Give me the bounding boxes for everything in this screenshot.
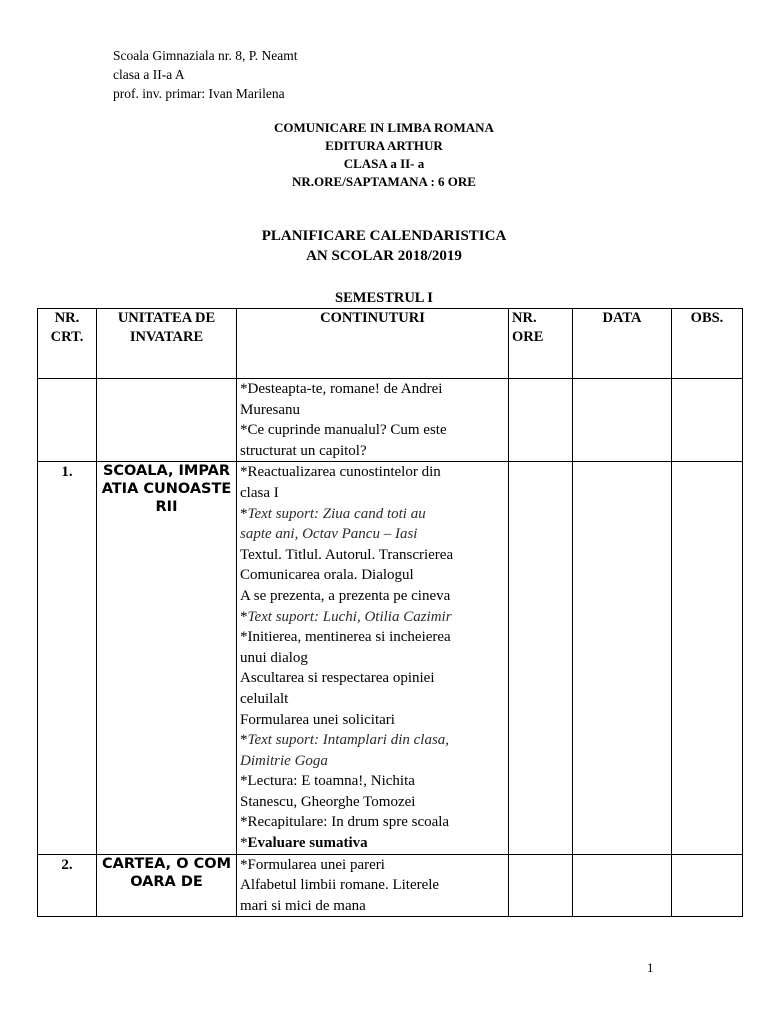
content-text: Ascultarea si respectarea opiniei [240,670,435,687]
content-line [240,792,505,813]
content-line [240,668,505,689]
header-hours: NR. ORE [509,309,573,379]
date-cell [573,379,672,462]
table-header-row [38,309,743,379]
plan-title: PLANIFICARE CALENDARISTICA [261,228,507,244]
obs-cell [672,854,743,917]
content-text: Textul. Titlul. Autorul. Transcrierea [240,546,454,563]
header-obs: OBS. [672,309,743,379]
school-year: AN SCOLAR 2018/2019 [306,248,462,264]
header-unit: UNITATEA DE INVATARE [97,309,237,379]
hours-cell [509,379,573,462]
content-line [240,627,505,648]
content-text: *Lectura: E toamna!, Nichita [240,773,415,790]
content-text: Muresanu [240,401,300,418]
semester-title: SEMESTRUL I [335,290,433,306]
content-line [240,689,505,710]
weekly-hours: NR.ORE/SAPTAMANA : 6 ORE [292,174,476,189]
subject-info [0,119,768,191]
content-text: *Desteapta-te, romane! de Andrei [240,381,443,397]
content-cell [237,462,509,854]
class-level: CLASA a II- a [343,156,425,171]
row-number: 1. [38,462,97,854]
content-text: Evaluare sumativa [247,835,368,852]
content-text: *Ce cuprinde manualul? Cum este [240,422,447,439]
content-text: *Initierea, mentinerea si incheierea [240,629,451,646]
table-row [38,462,743,854]
content-line [240,483,505,504]
content-line [240,812,505,833]
content-line [240,524,505,545]
header-date: DATA [573,309,672,379]
class-name: clasa a II-a A [113,67,185,82]
learning-unit: CARTEA, O COMOARA DE [97,854,237,917]
content-text: *Formularea unei pareri [240,856,385,873]
content-line [240,896,505,917]
content-text: * [240,835,248,852]
content-text: Stanescu, Gheorghe Tomozei [240,793,416,810]
content-text: *Recapitulare: In drum spre scoala [240,814,450,831]
content-text: Dimitrie Goga [240,752,328,769]
learning-unit [97,379,237,462]
content-line [240,379,505,400]
planning-table [37,308,743,917]
school-name: Scoala Gimnaziala nr. 8, P. Neamt [113,48,298,63]
header-nr-crt: NR. CRT. [38,309,97,379]
content-cell [237,379,509,462]
content-text: unui dialog [240,649,308,666]
content-text: Formularea unei solicitari [240,711,395,728]
obs-cell [672,462,743,854]
date-cell [573,854,672,917]
subject-name: COMUNICARE IN LIMBA ROMANA [274,120,494,135]
content-line [240,420,505,441]
content-line [240,730,505,751]
date-cell [573,462,672,854]
content-text: Text suport: Luchi, Otilia Cazimir [247,608,452,625]
content-line [240,545,505,566]
content-line [240,400,505,421]
content-text: Text suport: Intamplari din clasa, [247,732,450,749]
content-text: structurat un capitol? [240,442,367,459]
content-text: * [240,505,248,522]
content-text: clasa I [240,484,279,501]
content-line [240,833,505,854]
content-line [240,607,505,628]
publisher: EDITURA ARTHUR [325,138,443,153]
content-line [240,441,505,462]
content-text: Text suport: Ziua cand toti au [247,505,426,522]
content-line [240,771,505,792]
content-text: mari si mici de mana [240,897,366,914]
content-text: sapte ani, Octav Pancu – Iasi [240,526,418,543]
hours-cell [509,462,573,854]
content-line [240,875,505,896]
content-text: * [240,608,248,625]
content-line [240,462,505,483]
content-line [240,855,505,876]
row-number: 2. [38,854,97,917]
content-text: Comunicarea orala. Dialogul [240,567,414,584]
content-cell [237,854,509,917]
table-row [38,379,743,462]
content-line [240,751,505,772]
content-line [240,504,505,525]
content-line [240,710,505,731]
page-number: 1 [647,960,654,975]
content-text: A se prezenta, a prezenta pe cineva [240,587,451,604]
content-text: celuilalt [240,690,289,707]
obs-cell [672,379,743,462]
row-number [38,379,97,462]
content-text: * [240,732,248,749]
header-content: CONTINUTURI [237,309,509,379]
content-text: *Reactualizarea cunostintelor din [240,464,441,481]
content-line [240,648,505,669]
learning-unit: SCOALA, IMPARATIA CUNOASTERII [97,462,237,854]
teacher-name: prof. inv. primar: Ivan Marilena [113,86,285,101]
hours-cell [509,854,573,917]
school-info [113,46,297,103]
content-line [240,565,505,586]
content-text: Alfabetul limbii romane. Literele [240,877,440,894]
plan-title-block [0,226,768,266]
content-line [240,586,505,607]
table-row [38,854,743,917]
